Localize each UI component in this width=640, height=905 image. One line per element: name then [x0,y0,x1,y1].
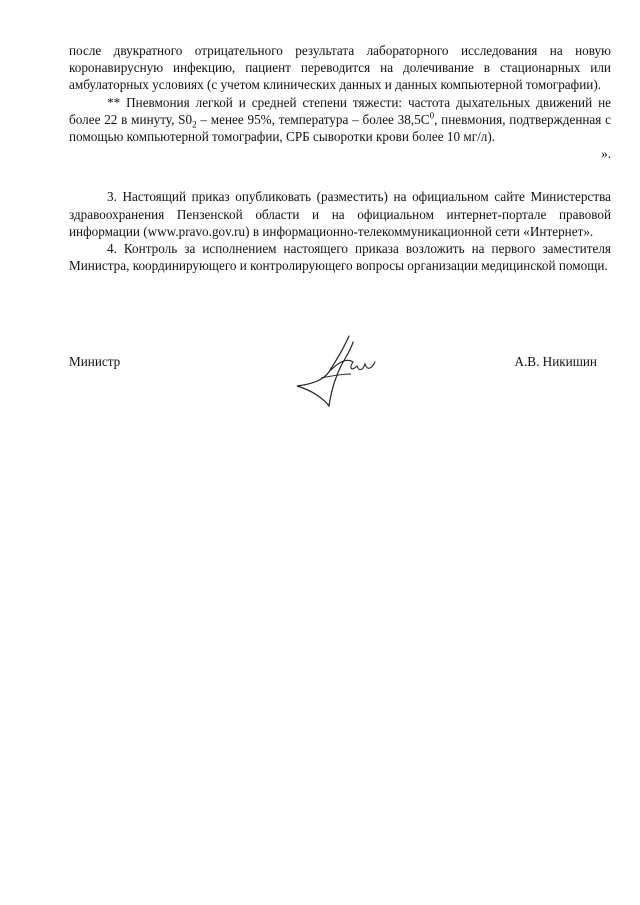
footnote-subscript: 2 [192,119,197,130]
document-body [69,42,611,274]
handwritten-signature-icon [291,332,391,412]
order-item-4: 4. Контроль за исполнением настоящего приказа возложить на первого заместителя Министра, координирующего и контролирующего вопросы организации медицинской помощи. [69,241,611,274]
signatory-name: А.В. Никишин [514,354,597,369]
footnote-text-3: , пневмония, подтвержденная с помощью компьютерной томографии, СРБ сыворотки крови более 10 мг/л). [69,111,611,145]
closing-quote: ». [601,146,611,162]
footnote-text-2: – менее 95%, температура – более 38,5С [196,111,430,127]
signature-block [69,354,611,414]
signatory-position: Министр [69,354,121,369]
paragraph-continuation: после двукратного отрицательного результата лабораторного исследования на новую коронавирусную инфекцию, пациент переводится на долечивание в стационарных или амбулаторных условиях (с учетом клинических данных и данных компьютерной томографии). [69,43,611,93]
footnote-superscript: 0 [429,110,435,121]
footnote-pneumonia [69,94,611,146]
footnote-text-1: ** Пневмония легкой и средней степени тяжести: частота дыхательных движений не более 22 в минуту, S0 [69,94,611,127]
order-item-3: 3. Настоящий приказ опубликовать (разместить) на официальном сайте Министерства здравоохранения Пензенской области и на официальном интернет-портале правовой информации (www.pravo.gov.ru) в информационно-телекоммуникационной сети «Интернет». [69,189,611,239]
spacer [69,162,611,188]
